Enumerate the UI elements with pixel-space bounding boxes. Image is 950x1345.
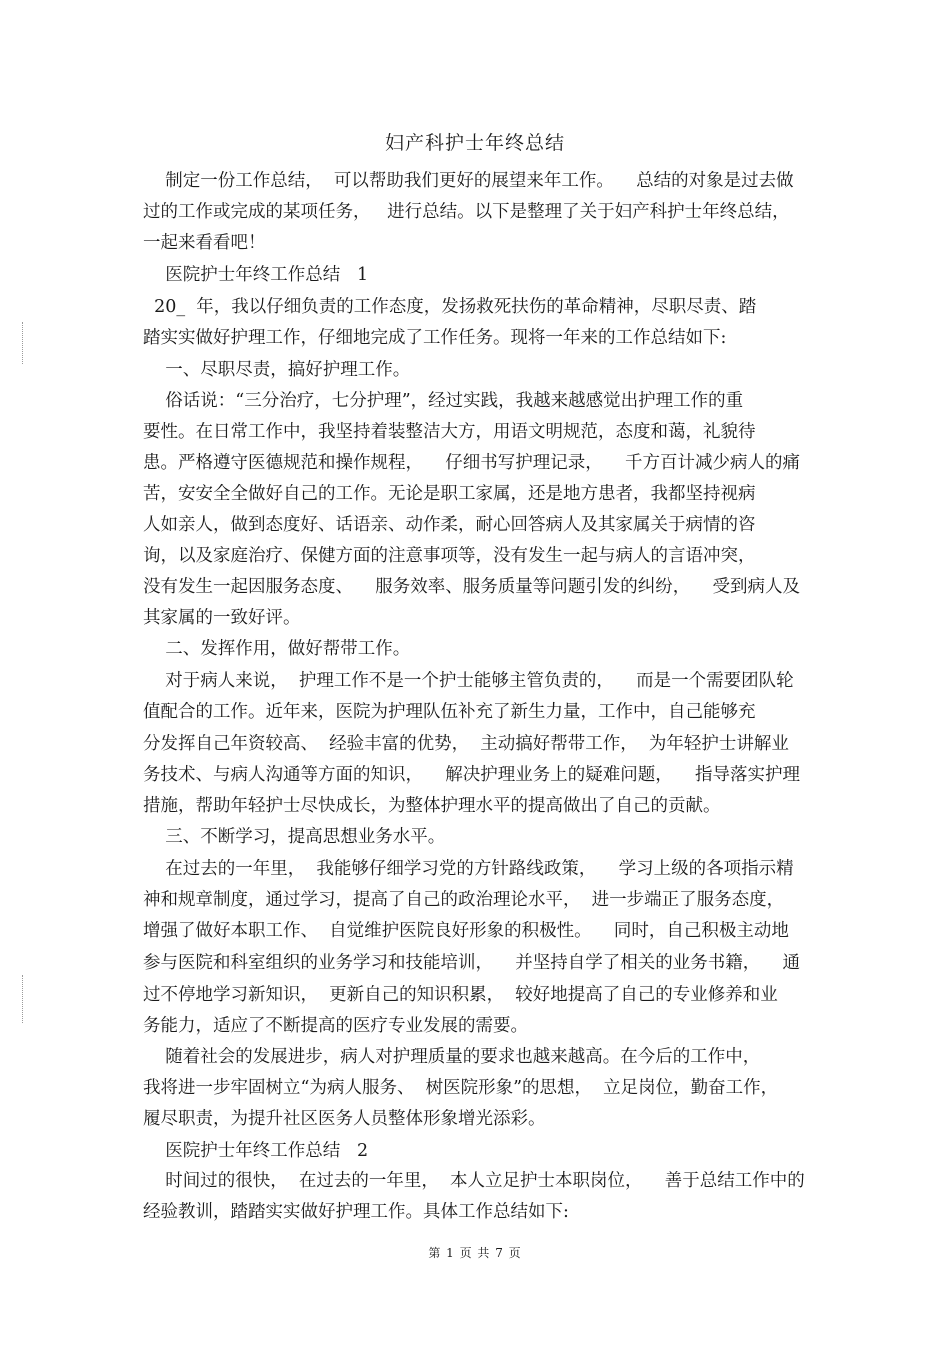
body-line: 一、尽职尽责，搞好护理工作。: [143, 360, 411, 380]
body-line: 时间过的很快， 在过去的一年里， 本人立足护士本职岗位， 善于总结工作中的: [143, 1171, 805, 1191]
body-line: 三、不断学习，提高思想业务水平。: [143, 827, 446, 847]
body-line: 其家属的一致好评。: [143, 608, 301, 628]
margin-binding-mark: [22, 975, 24, 1023]
body-line: 患。严格遵守医德规范和操作规程， 仔细书写护理记录， 千方百计减少病人的痛: [143, 453, 800, 473]
body-line: 人如亲人，做到态度好、话语亲、动作柔，耐心回答病人及其家属关于病情的咨: [143, 515, 756, 535]
body-line: 务技术、与病人沟通等方面的知识， 解决护理业务上的疑难问题， 指导落实护理: [143, 765, 800, 785]
margin-binding-mark: [22, 322, 24, 364]
body-line: 医院护士年终工作总结 2: [143, 1141, 369, 1161]
page-footer: 第 1 页 共 7 页: [428, 1246, 522, 1260]
body-line: 务能力，适应了不断提高的医疗专业发展的需要。: [143, 1016, 528, 1036]
body-line: 苦，安安全全做好自己的工作。无论是职工家属，还是地方患者，我都坚持视病: [143, 484, 756, 504]
body-line: 过的工作或完成的某项任务， 进行总结。以下是整理了关于妇产科护士年终总结，: [143, 202, 790, 222]
body-line: 没有发生一起因服务态度、 服务效率、服务质量等问题引发的纠纷， 受到病人及: [143, 577, 800, 597]
document-title: 妇产科护士年终总结: [384, 132, 565, 154]
body-line: 履尽职责，为提升社区医务人员整体形象增光添彩。: [143, 1109, 546, 1129]
body-line: 增强了做好本职工作、 自觉维护医院良好形象的积极性。 同时，自己积极主动地: [143, 921, 789, 941]
body-line: 参与医院和科室组织的业务学习和技能培训， 并坚持自学了相关的业务书籍， 通: [143, 953, 800, 973]
body-line: 二、发挥作用，做好帮带工作。: [143, 639, 411, 659]
body-line: 一起来看看吧！: [143, 233, 266, 253]
body-line: 20_ 年，我以仔细负责的工作态度，发扬救死扶伤的革命精神，尽职尽责、踏: [143, 297, 757, 317]
body-line: 踏实实做好护理工作，仔细地完成了工作任务。现将一年来的工作总结如下:: [143, 328, 727, 348]
body-line: 对于病人来说， 护理工作不是一个护士能够主管负责的， 而是一个需要团队轮: [143, 671, 794, 691]
body-line: 经验教训，踏踏实实做好护理工作。具体工作总结如下:: [143, 1202, 569, 1222]
body-line: 我将进一步牢固树立“为病人服务、 树医院形象”的思想， 立足岗位，勤奋工作，: [143, 1078, 779, 1098]
body-line: 俗话说：“三分治疗，七分护理”，经过实践，我越来越感觉出护理工作的重: [143, 391, 744, 411]
body-line: 医院护士年终工作总结 1: [143, 265, 369, 285]
body-line: 值配合的工作。近年来，医院为护理队伍补充了新生力量，工作中，自己能够充: [143, 702, 756, 722]
body-line: 询，以及家庭治疗、保健方面的注意事项等，没有发生一起与病人的言语冲突，: [143, 546, 756, 566]
body-line: 神和规章制度，通过学习，提高了自己的政治理论水平， 进一步端正了服务态度，: [143, 890, 785, 910]
body-line: 过不停地学习新知识， 更新自己的知识积累， 较好地提高了自己的专业修养和业: [143, 985, 778, 1005]
body-line: 措施，帮助年轻护士尽快成长，为整体护理水平的提高做出了自己的贡献。: [143, 796, 721, 816]
body-line: 制定一份工作总结， 可以帮助我们更好的展望来年工作。 总结的对象是过去做: [143, 171, 794, 191]
body-line: 随着社会的发展进步，病人对护理质量的要求也越来越高。在今后的工作中，: [143, 1047, 761, 1067]
body-line: 分发挥自己年资较高、 经验丰富的优势， 主动搞好帮带工作， 为年轻护士讲解业: [143, 734, 789, 754]
body-line: 在过去的一年里， 我能够仔细学习党的方针路线政策， 学习上级的各项指示精: [143, 859, 794, 879]
body-line: 要性。在日常工作中，我坚持着装整洁大方，用语文明规范，态度和蔼，礼貌待: [143, 422, 756, 442]
